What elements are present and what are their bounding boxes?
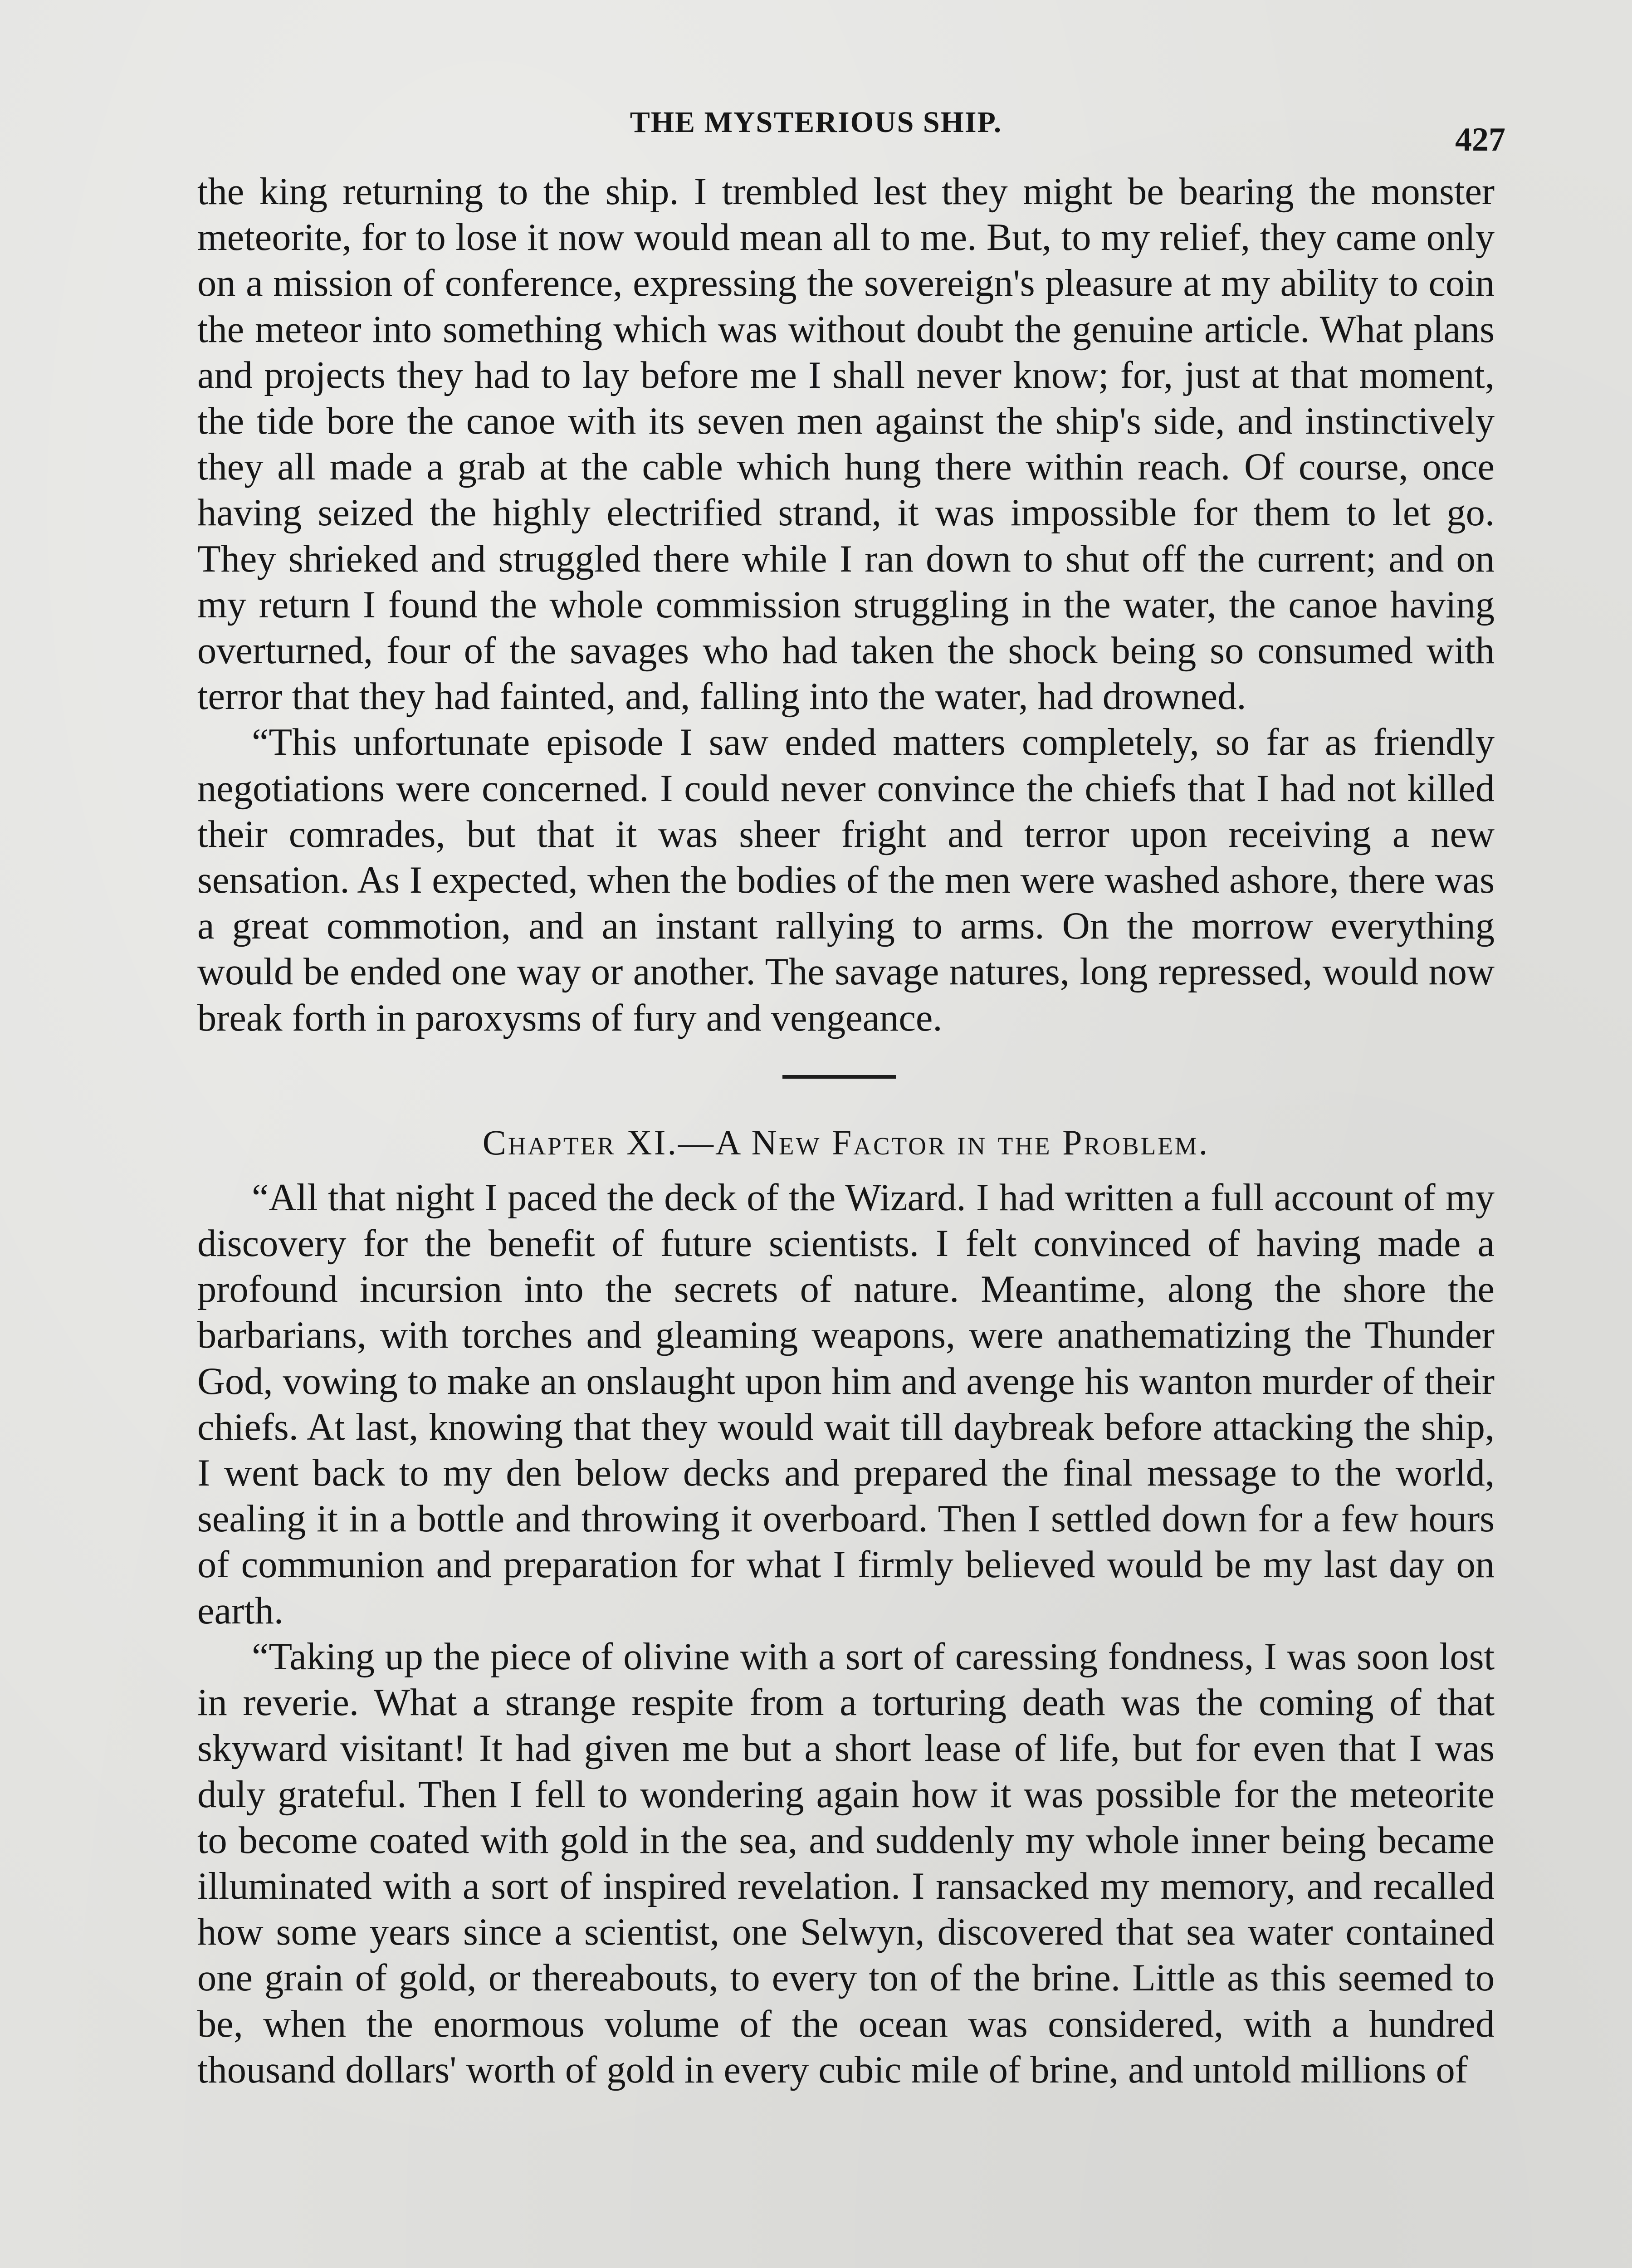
paragraph: the king returning to the ship. I trembled lest they might be bearing the monster meteorite, for to lose it now would mean all to me. But, to my relief, they came only on a mission of conference, expressing the sovereign's pleasure at my ability to coin the meteor into something which was without doubt the genuine article. What plans and projects they had to lay before me I shall never know; for, just at that moment, the tide bore the canoe with its seven men against the ship's side, and instinctively they all made a grab at the cable which hung there within reach. Of course, once having seized the highly electrified strand, it was impossible for them to let go. They shrieked and struggled there while I ran down to shut off the current; and on my return I found the whole commission struggling in the water, the canoe having overturned, four of the savages who had taken the shock being so consumed with terror that they had fainted, and, falling into the water, had drowned. (197, 171, 1495, 718)
divider-rule (782, 1075, 896, 1079)
chapter-heading: Chapter XI.—A New Factor in the Problem. (482, 1122, 1210, 1162)
section-divider (197, 1041, 1495, 1119)
text-column (197, 169, 1495, 2093)
paragraph: “Taking up the piece of olivine with a sort of caressing fondness, I was soon lost in reverie. What a strange respite from a torturing death was the coming of that skyward visitant! It had given me but a short lease of life, but for even that I was duly grateful. Then I fell to wondering again how it was possible for the meteorite to become coated with gold in the sea, and suddenly my whole inner being became illuminated with a sort of inspired revelation. I ransacked my memory, and recalled how some years since a scientist, one Selwyn, discovered that sea water contained one grain of gold, or thereabouts, to every ton of the brine. Little as this seemed to be, when the enormous volume of the ocean was considered, with a hundred thousand dollars' worth of gold in every cubic mile of brine, and untold millions of (197, 1635, 1495, 2091)
running-title: THE MYSTERIOUS SHIP. (630, 106, 1002, 139)
page-number: 427 (1455, 121, 1505, 158)
paragraph: “This unfortunate episode I saw ended matters completely, so far as friendly negotiations were concerned. I could never convince the chiefs that I had not killed their comrades, but that it was sheer fright and terror upon receiving a new sensation. As I expected, when the bodies of the men were washed ashore, there was a great commotion, and an instant rallying to arms. On the morrow everything would be ended one way or another. The savage natures, long repressed, would now break forth in paroxysms of fury and vengeance. (197, 721, 1495, 1039)
paragraph: “All that night I paced the deck of the Wizard. I had written a full account of my discovery for the benefit of future scientists. I felt convinced of having made a profound incursion into the secrets of nature. Meantime, along the shore the barbarians, with torches and gleaming weapons, were anathematizing the Thunder God, vowing to make an onslaught upon him and avenge his wanton murder of their chiefs. At last, knowing that they would wait till daybreak before attacking the ship, I went back to my den below decks and prepared the final message to the world, sealing it in a bottle and throwing it overboard. Then I settled down for a few hours of communion and preparation for what I firmly believed would be my last day on earth. (197, 1176, 1495, 1632)
